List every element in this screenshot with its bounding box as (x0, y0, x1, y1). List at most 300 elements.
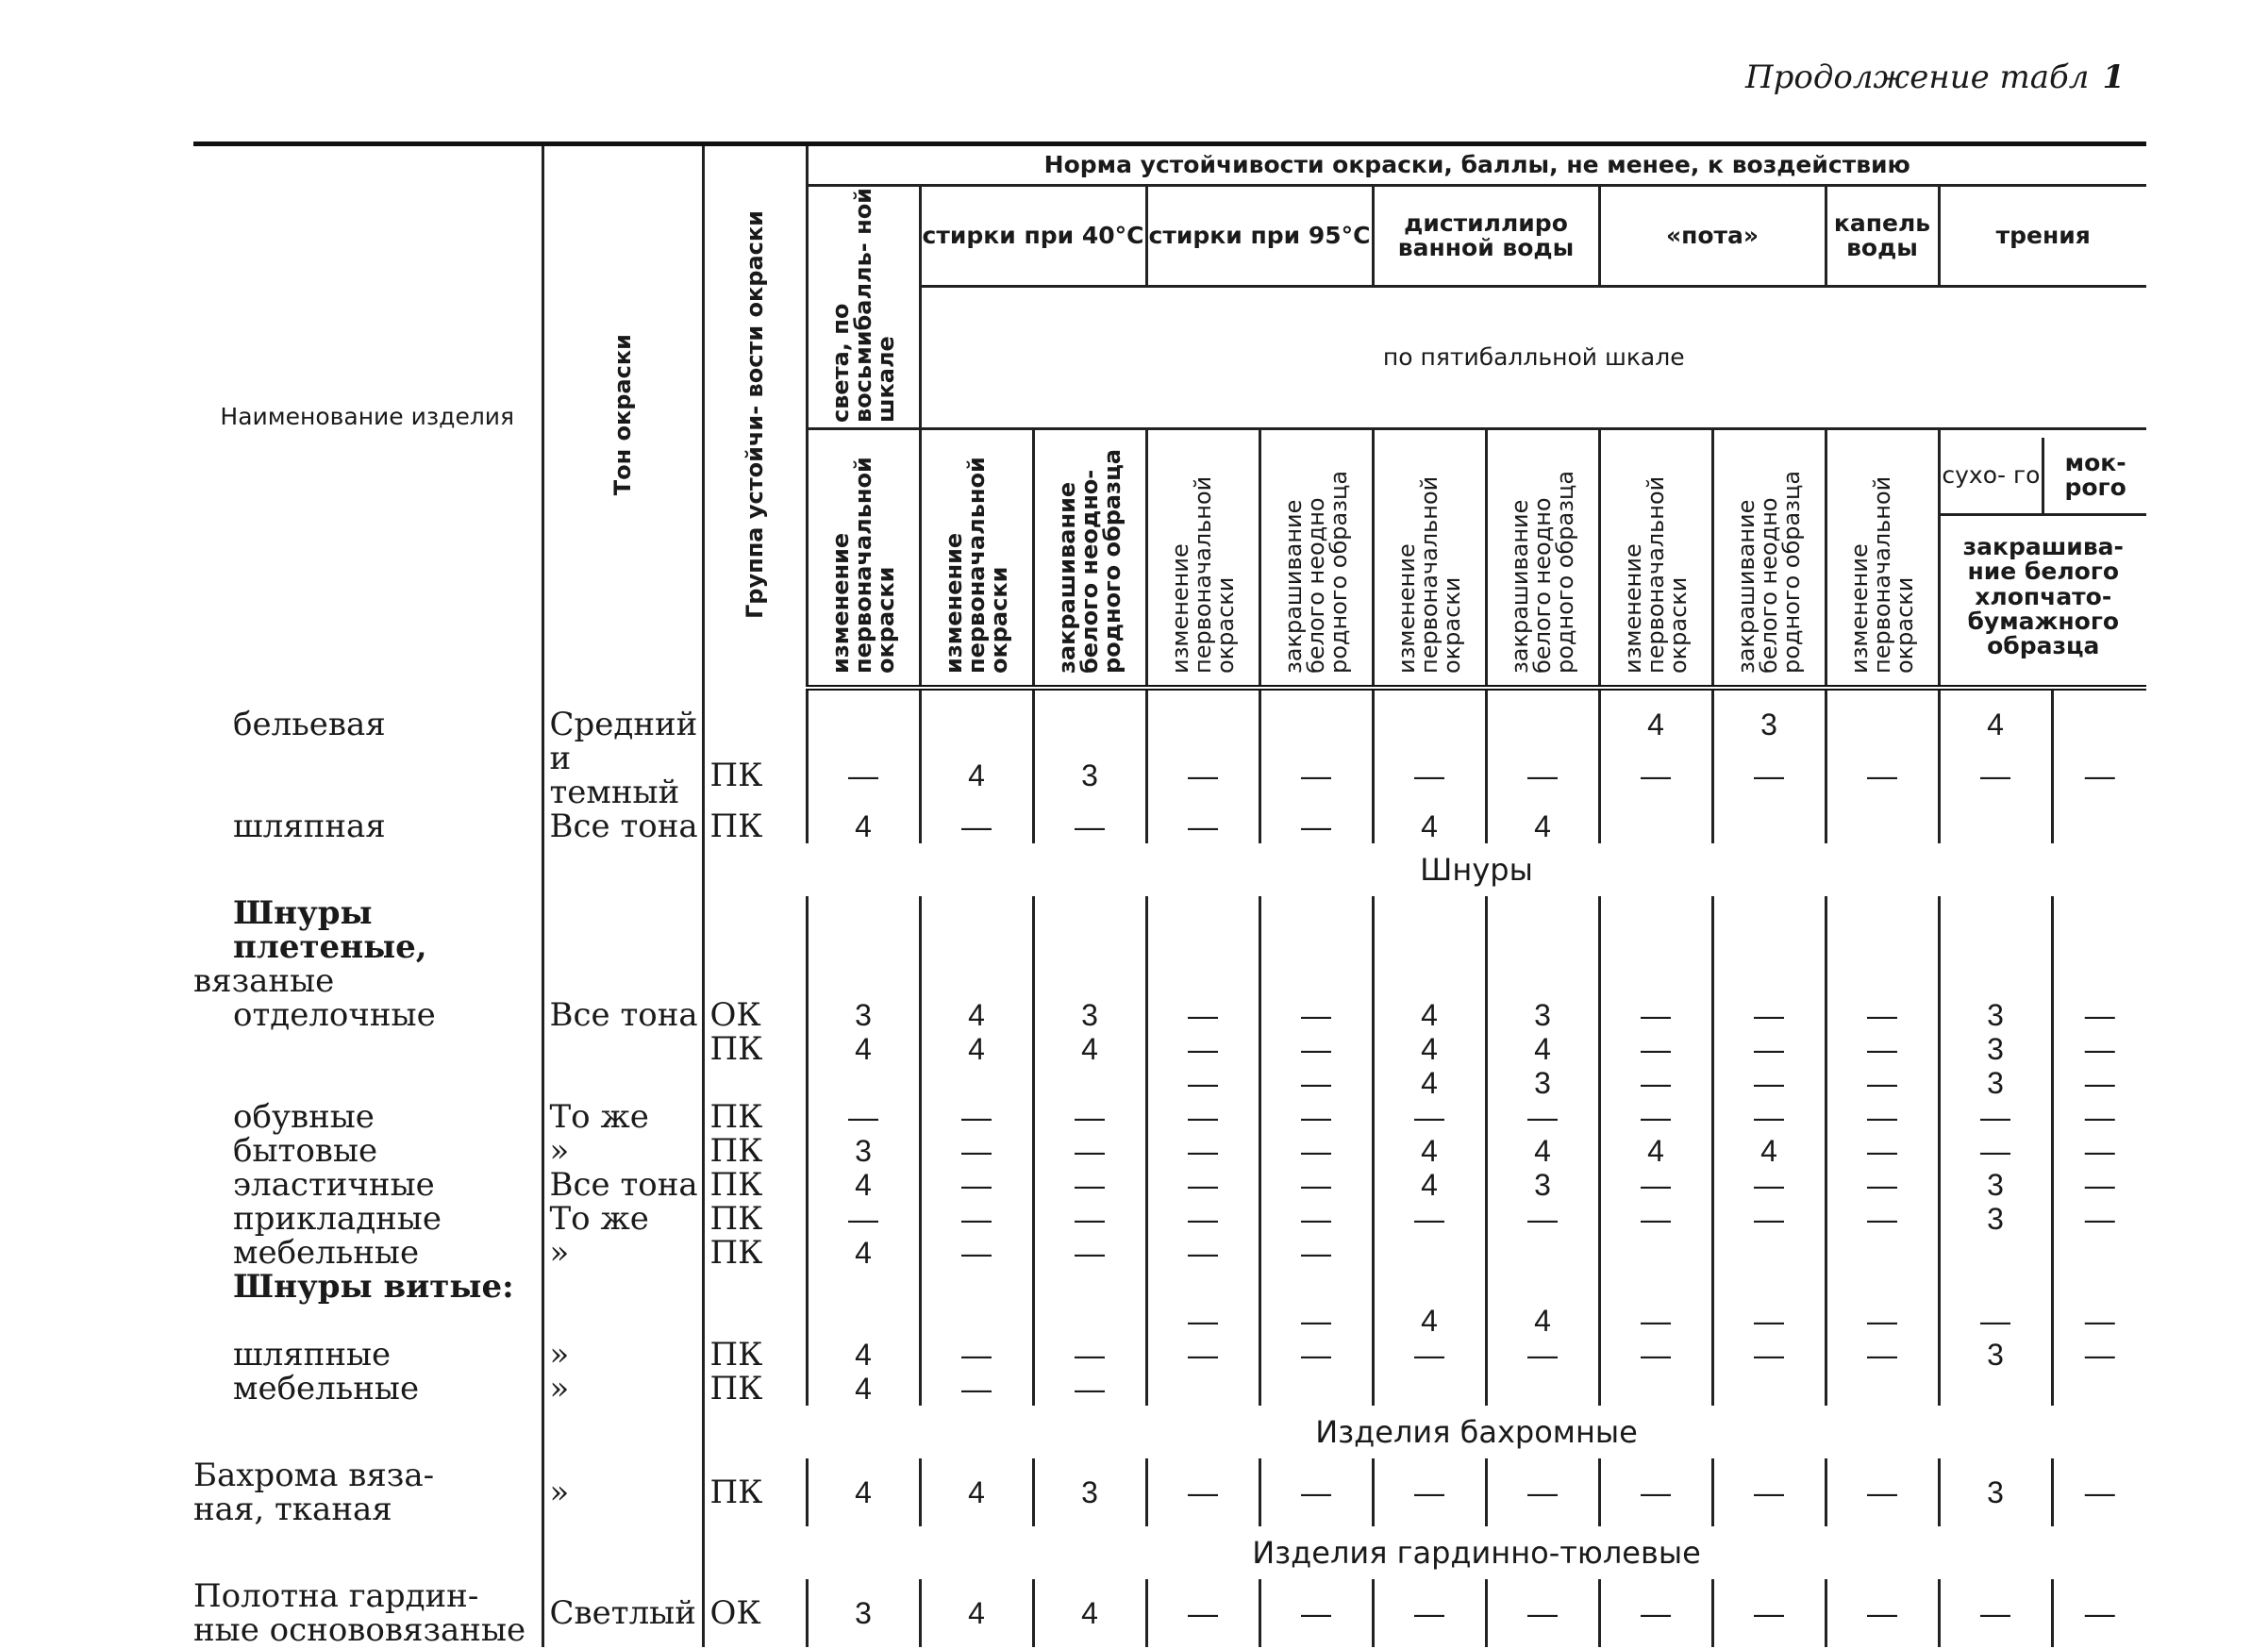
value-cell: — (920, 1134, 1033, 1168)
value-cell (807, 1066, 920, 1100)
empty-cell (1826, 1270, 1939, 1304)
value-cell: — (1826, 1202, 1939, 1236)
value-cell: — (1826, 1032, 1939, 1066)
value-cell: — (1826, 1100, 1939, 1134)
empty-cell (542, 1270, 703, 1304)
value-cell: — (1712, 1168, 1826, 1202)
value-cell: — (1826, 1168, 1939, 1202)
empty-cell (542, 964, 703, 998)
empty-cell (703, 1406, 807, 1458)
value-cell (1826, 1372, 1939, 1406)
value-cell: — (1712, 1202, 1826, 1236)
header-change-dist-text: изменение первоначальной окраски (1393, 475, 1465, 674)
value-cell (1939, 809, 2052, 843)
empty-cell (807, 1270, 920, 1304)
value-cell: — (1146, 1338, 1259, 1372)
value-cell: — (1826, 1458, 1939, 1526)
value-cell: 4 (1033, 1579, 1146, 1647)
value-cell (1486, 708, 1599, 741)
value-cell: 3 (1712, 708, 1826, 741)
value-cell (1712, 1372, 1826, 1406)
item-group: ПК (703, 1236, 807, 1270)
item-tone: » (542, 1372, 703, 1406)
value-cell: — (1939, 1134, 2052, 1168)
table-row (193, 1338, 2146, 1372)
empty-cell (1486, 896, 1599, 964)
empty-cell (193, 1526, 542, 1579)
table-row (193, 1168, 2146, 1202)
empty-cell (1259, 1270, 1373, 1304)
value-cell (1939, 1372, 2052, 1406)
item-group: ПК (703, 1100, 807, 1134)
value-cell: — (1259, 809, 1373, 843)
value-cell (1033, 1066, 1146, 1100)
empty-cell (1146, 964, 1259, 998)
empty-cell (1599, 1270, 1712, 1304)
value-cell: — (1259, 1458, 1373, 1526)
value-cell (1712, 809, 1826, 843)
value-cell: — (1146, 1236, 1259, 1270)
table-row (193, 1032, 2146, 1066)
value-cell: — (1259, 1100, 1373, 1134)
value-cell: 4 (920, 998, 1033, 1032)
value-cell: — (2052, 1579, 2146, 1647)
value-cell (2052, 1236, 2146, 1270)
value-cell: 4 (1599, 708, 1712, 741)
header-change-dist (1373, 429, 1486, 689)
empty-cell (542, 843, 703, 896)
item-group: ПК (703, 1168, 807, 1202)
value-cell: — (1486, 1100, 1599, 1134)
value-cell: — (1373, 1458, 1486, 1526)
value-cell: — (1599, 741, 1712, 809)
value-cell (920, 708, 1033, 741)
item-group: ПК (703, 1458, 807, 1526)
value-cell: 4 (807, 1032, 920, 1066)
value-cell: 3 (1939, 1338, 2052, 1372)
item-name: эластичные (233, 1166, 435, 1205)
empty-cell (807, 896, 920, 964)
value-cell: — (1599, 1579, 1712, 1647)
value-cell: — (920, 1202, 1033, 1236)
empty-cell (1033, 1270, 1146, 1304)
empty-cell (1712, 896, 1826, 964)
header-change-sweat (1599, 429, 1712, 689)
value-cell: — (807, 1100, 920, 1134)
group-title-row (193, 896, 2146, 964)
empty-cell (1712, 1270, 1826, 1304)
value-cell: 4 (1033, 1032, 1146, 1066)
value-cell: 3 (1939, 1458, 2052, 1526)
value-cell: — (1259, 998, 1373, 1032)
item-name: Бахрома вяза- (193, 1457, 435, 1495)
empty-cell (1373, 896, 1486, 964)
value-cell: — (1259, 1236, 1373, 1270)
header-change-drop-text: изменение первоначальной окраски (1846, 475, 1918, 674)
value-cell: — (1712, 1338, 1826, 1372)
table-row (193, 1202, 2146, 1236)
value-cell: 4 (807, 1338, 920, 1372)
empty-cell (1826, 896, 1939, 964)
value-cell: 4 (1373, 998, 1486, 1032)
value-cell (1373, 708, 1486, 741)
table-header (193, 144, 2146, 689)
empty-cell (920, 964, 1033, 998)
item-group (703, 708, 807, 741)
value-cell (1033, 1304, 1146, 1338)
header-norm: Норма устойчивости окраски, баллы, не менее, к воздействию (807, 144, 2146, 186)
value-cell: — (1939, 1579, 2052, 1647)
header-change-95 (1146, 429, 1259, 689)
value-cell: — (1259, 1338, 1373, 1372)
value-cell: — (920, 1236, 1033, 1270)
value-cell (1826, 809, 1939, 843)
header-light (807, 186, 920, 429)
value-cell (807, 708, 920, 741)
item-group (703, 1066, 807, 1100)
header-change-light-text: изменение первоначальной окраски (827, 456, 899, 674)
value-cell: 4 (920, 1458, 1033, 1526)
item-tone: То же (542, 1202, 703, 1236)
value-cell: — (1826, 1579, 1939, 1647)
table-row (193, 741, 2146, 809)
empty-cell (1373, 1270, 1486, 1304)
item-name: бытовые (233, 1132, 378, 1171)
value-cell: — (1033, 1134, 1146, 1168)
item-tone: Все тона (542, 809, 703, 843)
empty-cell (920, 896, 1033, 964)
value-cell: — (1033, 1372, 1146, 1406)
value-cell: 3 (1486, 998, 1599, 1032)
header-stain-sweat (1712, 429, 1826, 689)
value-cell: 4 (1373, 1066, 1486, 1100)
group-title: Шнуры витые: (233, 1268, 514, 1307)
value-cell: — (807, 741, 920, 809)
value-cell: — (1599, 998, 1712, 1032)
empty-cell (1033, 964, 1146, 998)
fringe-row (193, 1458, 2146, 1492)
table-row (193, 1100, 2146, 1134)
header-five-scale: по пятибалльной шкале (920, 287, 2146, 429)
value-cell: — (1486, 1338, 1599, 1372)
value-cell: — (1033, 1338, 1146, 1372)
value-cell: — (2052, 741, 2146, 809)
value-cell: — (1599, 1202, 1712, 1236)
value-cell: — (1373, 1100, 1486, 1134)
value-cell: 4 (807, 1372, 920, 1406)
item-tone: » (542, 1338, 703, 1372)
item-tone: Светлый (542, 1579, 703, 1647)
value-cell: — (1826, 741, 1939, 809)
item-name (193, 1066, 542, 1100)
item-tone: » (542, 1458, 703, 1526)
value-cell (1826, 708, 1939, 741)
value-cell: 4 (1486, 1304, 1599, 1338)
item-tone (542, 1032, 703, 1066)
item-name: ная, тканая (193, 1491, 392, 1529)
value-cell: — (1939, 741, 2052, 809)
value-cell (1712, 1236, 1826, 1270)
value-cell (1486, 1236, 1599, 1270)
value-cell: 3 (1939, 1202, 2052, 1236)
empty-cell (193, 843, 542, 896)
item-name: ные основовязаные (193, 1611, 526, 1649)
item-tone: Все тона (542, 1168, 703, 1202)
empty-cell (1146, 1270, 1259, 1304)
value-cell: — (1259, 1066, 1373, 1100)
header-sweat: «пота» (1599, 186, 1826, 287)
value-cell: — (2052, 1066, 2146, 1100)
value-cell: — (1826, 1066, 1939, 1100)
table-body (193, 688, 2146, 1647)
value-cell (920, 1304, 1033, 1338)
header-wet: мок- рого (2064, 448, 2126, 502)
value-cell: — (2052, 998, 2146, 1032)
value-cell: — (1712, 1066, 1826, 1100)
value-cell: — (1373, 1579, 1486, 1647)
item-name: шляпные (233, 1336, 392, 1374)
value-cell: 3 (807, 1579, 920, 1647)
header-dry-wet (1941, 438, 2147, 516)
value-cell: 3 (807, 998, 920, 1032)
empty-cell (542, 1406, 703, 1458)
header-stain-sweat-text: закрашивание белого неодно родного образца (1733, 470, 1805, 674)
value-cell: 3 (1033, 998, 1146, 1032)
item-group: ПК (703, 1134, 807, 1168)
empty-cell (1939, 964, 2052, 998)
value-cell: — (2052, 1304, 2146, 1338)
value-cell (1939, 1236, 2052, 1270)
empty-cell (1939, 1270, 2052, 1304)
value-cell: — (1712, 1032, 1826, 1066)
value-cell: — (1146, 809, 1259, 843)
value-cell: 4 (1373, 1032, 1486, 1066)
value-cell: 3 (1939, 1032, 2052, 1066)
value-cell: 4 (1939, 708, 2052, 741)
empty-cell (703, 1270, 807, 1304)
value-cell (1599, 809, 1712, 843)
value-cell: 4 (1486, 809, 1599, 843)
item-group: ПК (703, 741, 807, 809)
item-name: шляпная (233, 808, 386, 846)
section-cords (193, 843, 2146, 896)
header-stain-40 (1033, 429, 1146, 689)
table-row (193, 708, 2146, 741)
value-cell: — (1486, 741, 1599, 809)
item-group (703, 1304, 807, 1338)
value-cell: — (1486, 1202, 1599, 1236)
empty-cell (703, 1526, 807, 1579)
value-cell: — (1712, 1458, 1826, 1526)
item-tone: То же (542, 1100, 703, 1134)
value-cell: — (1826, 1134, 1939, 1168)
header-wash40: стирки при 40°С (920, 186, 1146, 287)
empty-cell (2052, 964, 2146, 998)
value-cell: — (1599, 1168, 1712, 1202)
section-curtain (193, 1526, 2146, 1579)
value-cell: — (1373, 1338, 1486, 1372)
empty-cell (1712, 964, 1826, 998)
group-title: Шнуры плетеные, (233, 894, 427, 967)
item-name (193, 741, 542, 809)
value-cell: — (920, 809, 1033, 843)
value-cell: — (1146, 1458, 1259, 1526)
value-cell: — (1146, 1134, 1259, 1168)
empty-cell (703, 896, 807, 964)
value-cell: 4 (807, 809, 920, 843)
value-cell: — (1373, 741, 1486, 809)
value-cell: — (1146, 1032, 1259, 1066)
item-group: ПК (703, 1032, 807, 1066)
value-cell: — (1373, 1202, 1486, 1236)
value-cell: 4 (1373, 809, 1486, 843)
value-cell: 4 (1486, 1134, 1599, 1168)
value-cell: — (1259, 1304, 1373, 1338)
value-cell: — (1939, 1304, 2052, 1338)
value-cell: — (2052, 1134, 2146, 1168)
header-change-40 (920, 429, 1033, 689)
value-cell: — (1146, 1168, 1259, 1202)
empty-cell (703, 964, 807, 998)
item-group: ПК (703, 809, 807, 843)
value-cell: 3 (1033, 741, 1146, 809)
empty-cell (920, 1270, 1033, 1304)
value-cell (1599, 1372, 1712, 1406)
value-cell: — (920, 1168, 1033, 1202)
header-change-40-text: изменение первоначальной окраски (941, 456, 1012, 674)
value-cell: 3 (1939, 998, 2052, 1032)
value-cell: 3 (1939, 1168, 2052, 1202)
value-cell: — (1599, 1032, 1712, 1066)
table-row (193, 809, 2146, 843)
value-cell: 3 (1939, 1066, 2052, 1100)
table-row (193, 1066, 2146, 1100)
value-cell: — (1259, 1134, 1373, 1168)
table-row (193, 1304, 2146, 1338)
empty-cell (193, 1406, 542, 1458)
table-row (193, 998, 2146, 1032)
header-stain-95 (1259, 429, 1373, 689)
empty-cell (1033, 896, 1146, 964)
value-cell: 4 (1373, 1134, 1486, 1168)
item-name (193, 1304, 542, 1338)
item-name: мебельные (233, 1234, 420, 1273)
value-cell (1259, 708, 1373, 741)
header-stain-dist-text: закрашивание белого неодно родного образца (1507, 470, 1578, 674)
value-cell (1373, 1372, 1486, 1406)
value-cell: — (2052, 1100, 2146, 1134)
value-cell: — (1939, 1100, 2052, 1134)
item-tone (542, 1304, 703, 1338)
table-row (193, 1134, 2146, 1168)
value-cell: — (1146, 741, 1259, 809)
value-cell: — (1033, 1168, 1146, 1202)
value-cell: — (1712, 1304, 1826, 1338)
empty-cell (2052, 1270, 2146, 1304)
table-row (193, 1372, 2146, 1406)
header-tone-text: Тон окраски (609, 333, 636, 496)
value-cell: — (1712, 741, 1826, 809)
empty-cell (1486, 964, 1599, 998)
value-cell: — (1146, 998, 1259, 1032)
section-title: Шнуры (1420, 852, 1533, 889)
header-change-light (807, 429, 920, 689)
item-group: ОК (703, 998, 807, 1032)
continuation-title-text: Продолжение табл (1745, 58, 2090, 96)
value-cell: — (2052, 1458, 2146, 1526)
empty-cell (1939, 896, 2052, 964)
empty-cell (1599, 964, 1712, 998)
empty-cell (1826, 964, 1939, 998)
group-title-row (193, 1270, 2146, 1304)
value-cell: — (1486, 1579, 1599, 1647)
value-cell (1146, 1372, 1259, 1406)
value-cell: 4 (920, 1579, 1033, 1647)
value-cell: — (1599, 1338, 1712, 1372)
item-name: бельевая (233, 706, 386, 744)
value-cell: — (1826, 1338, 1939, 1372)
header-stain-40-text: закрашивание белого неодно- родного образца (1054, 448, 1126, 674)
empty-cell (1259, 896, 1373, 964)
value-cell: — (1259, 1168, 1373, 1202)
item-tone (542, 1066, 703, 1100)
empty-cell (542, 896, 703, 964)
header-rubbing-sub (1939, 429, 2146, 689)
value-cell: 3 (1486, 1168, 1599, 1202)
value-cell: 4 (920, 1032, 1033, 1066)
value-cell: — (807, 1202, 920, 1236)
item-name (193, 1032, 542, 1066)
value-cell: — (920, 1338, 1033, 1372)
item-name: прикладные (233, 1200, 442, 1239)
item-name: Полотна гардин- (193, 1577, 479, 1616)
group-title-row (193, 964, 2146, 998)
value-cell (1033, 708, 1146, 741)
header-change-drop (1826, 429, 1939, 689)
empty-cell (1373, 964, 1486, 998)
item-name: мебельные (233, 1370, 420, 1408)
value-cell: 4 (807, 1236, 920, 1270)
value-cell: — (1712, 1100, 1826, 1134)
value-cell (1259, 1372, 1373, 1406)
item-tone: Средний (542, 708, 703, 741)
empty-cell (1599, 896, 1712, 964)
value-cell (2052, 1372, 2146, 1406)
header-change-95-text: изменение первоначальной окраски (1167, 475, 1239, 674)
value-cell: — (1259, 1032, 1373, 1066)
value-cell: 4 (807, 1458, 920, 1526)
value-cell: — (1259, 1202, 1373, 1236)
header-rubbing: трения (1939, 186, 2146, 287)
value-cell: — (2052, 1338, 2146, 1372)
value-cell: — (2052, 1168, 2146, 1202)
empty-cell (1486, 1270, 1599, 1304)
continuation-number: 1 (2102, 58, 2126, 96)
header-stain-95-text: закрашивание белого неодно родного образца (1280, 470, 1352, 674)
header-group (703, 144, 807, 689)
header-stain-dist (1486, 429, 1599, 689)
item-tone: » (542, 1236, 703, 1270)
value-cell: — (1599, 1458, 1712, 1526)
value-cell: — (1826, 1304, 1939, 1338)
value-cell: 4 (1373, 1304, 1486, 1338)
value-cell (1599, 1236, 1712, 1270)
continuation-title (1745, 58, 2125, 96)
value-cell: — (1146, 1579, 1259, 1647)
item-group: ОК (703, 1579, 807, 1647)
item-name: обувные (233, 1098, 375, 1137)
value-cell: 4 (920, 741, 1033, 809)
